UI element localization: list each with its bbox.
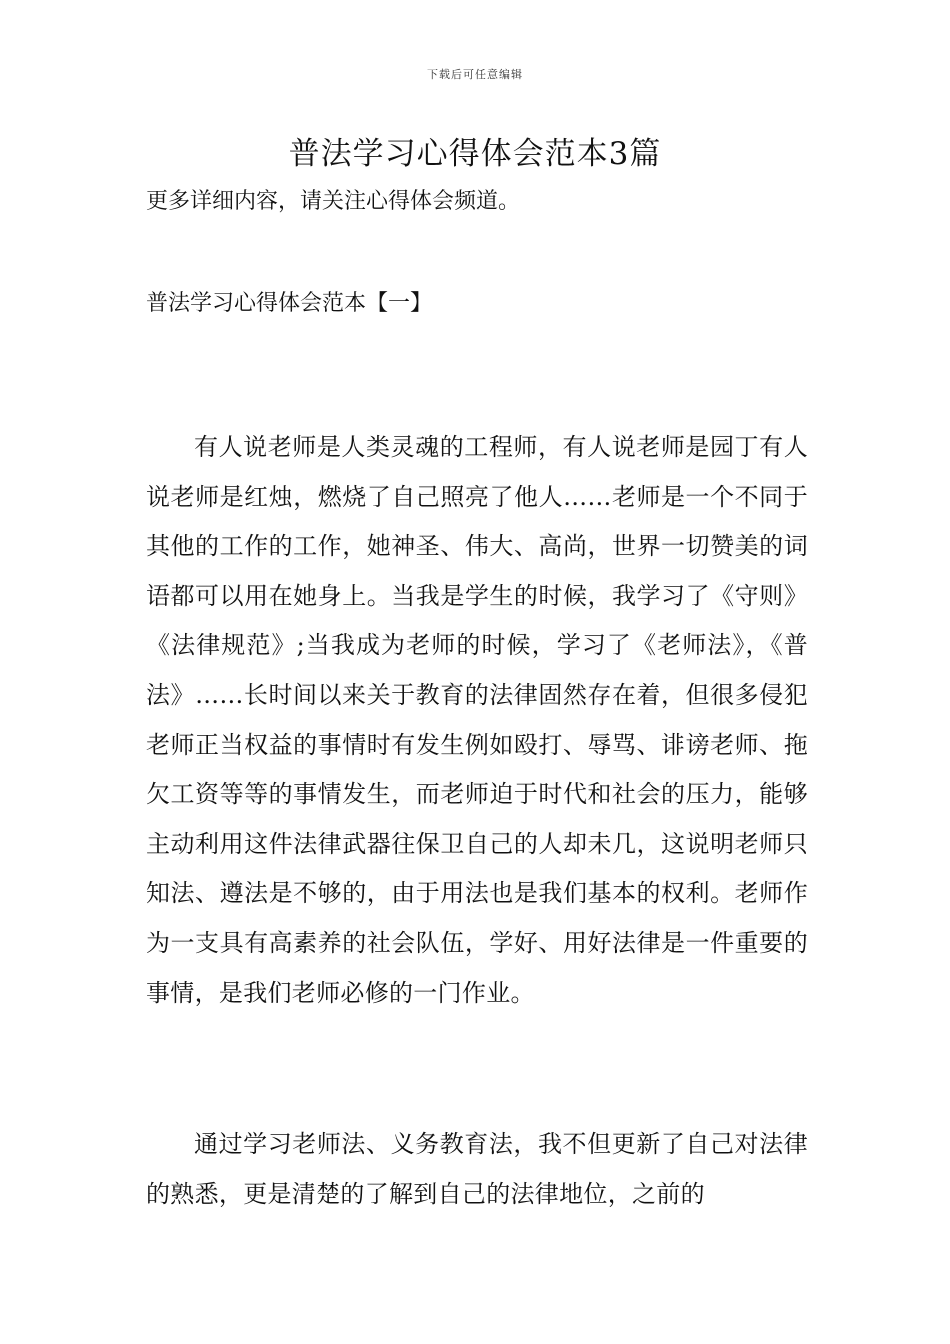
document-subtitle: 更多详细内容，请关注心得体会频道。	[146, 189, 521, 214]
body-paragraph: 通过学习老师法、义务教育法，我不但更新了自己对法律的熟悉，更是清楚的了解到自己的法律地位，之前的	[146, 1130, 808, 1208]
document-title: 普法学习心得体会范本3篇	[288, 136, 662, 172]
header-note: 下载后可任意编辑	[427, 68, 523, 81]
section-heading: 普法学习心得体会范本【一】	[146, 291, 433, 316]
body-paragraph: 有人说老师是人类灵魂的工程师，有人说老师是园丁有人说老师是红烛，燃烧了自己照亮了他人……老师是一个不同于其他的工作的工作，她神圣、伟大、高尚，世界一切赞美的词语都可以用在她身上。当我是学生的时候，我学习了《守则》《法律规范》;当我成为老师的时候，学习了《老师法》，《普法》……长时间以来关于教育的法律固然存在着，但很多侵犯老师正当权益的事情时有发生例如殴打、辱骂、诽谤老师、拖欠工资等等的事情发生，而老师迫于时代和社会的压力，能够主动利用这件法律武器往保卫自己的人却未几，这说明老师只知法、遵法是不够的，由于用法也是我们基本的权利。老师作为一支具有高素养的社会队伍，学好、用好法律是一件重要的事情，是我们老师必修的一门作业。	[146, 433, 808, 1007]
